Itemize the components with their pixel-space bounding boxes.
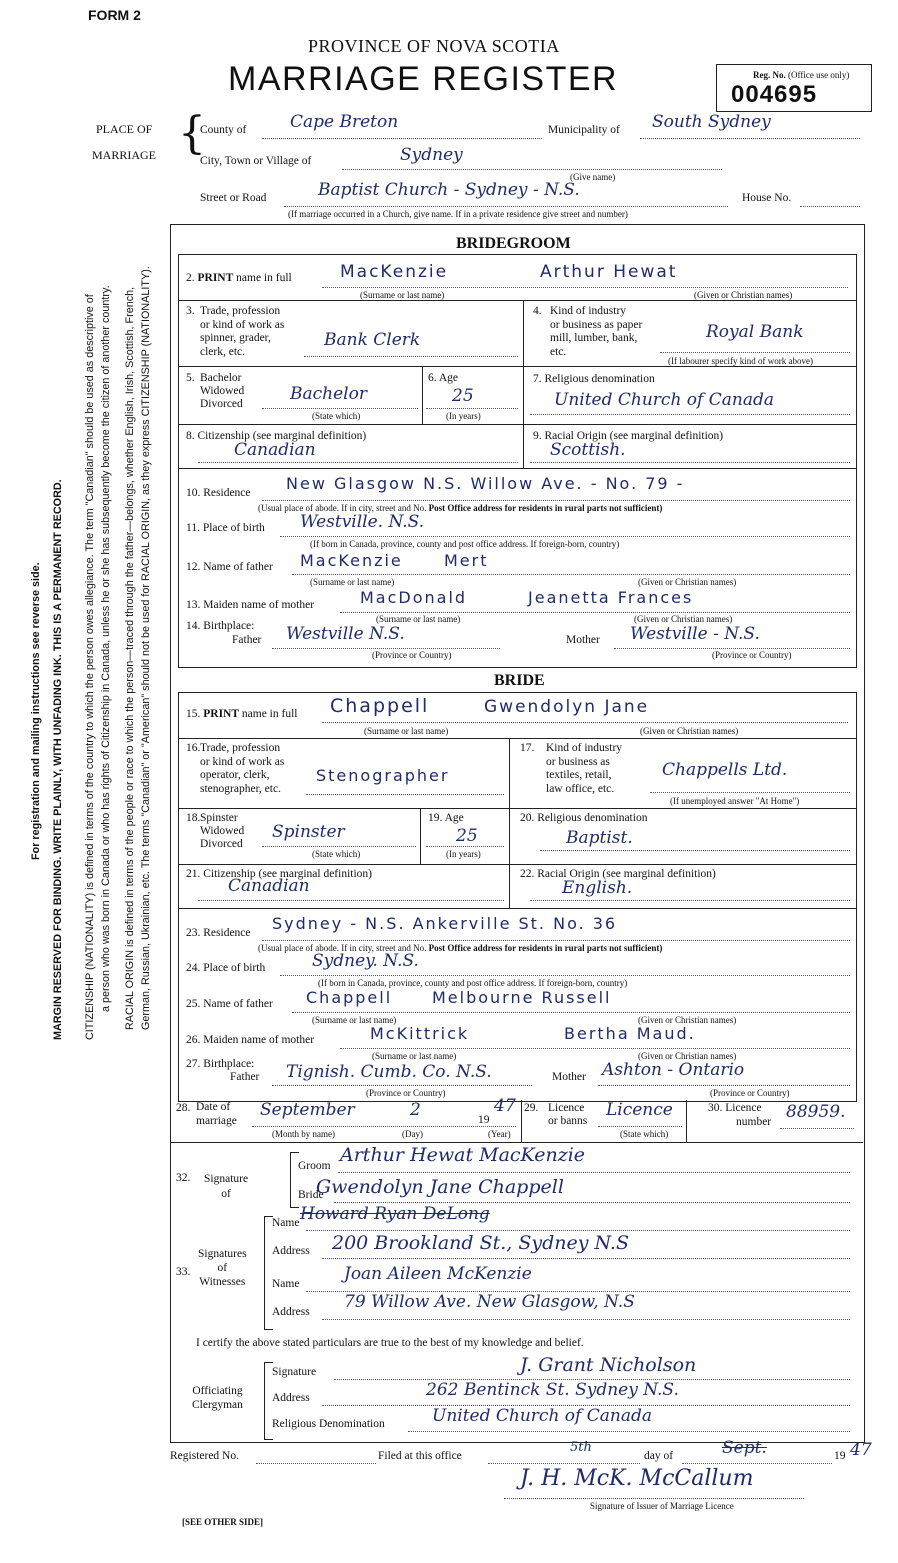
bride-age-caption: (In years) — [446, 849, 481, 859]
groom-residence-caption: (Usual place of abode. If in city, street and No. — [258, 503, 427, 513]
w1-name: Howard Ryan DeLong — [300, 1204, 490, 1224]
bride-father-given: Melbourne Russell — [432, 988, 612, 1007]
groom-racial: Scottish. — [550, 440, 626, 460]
form-number: FORM 2 — [88, 7, 141, 23]
bride-bp-father-label: Father — [230, 1071, 260, 1083]
margin-line-4: a person who was born in Canada or who has rights of Citizenship in Canada, unless he or she has subsequently become the citizen of another country. — [100, 285, 112, 1012]
groom-father-birthplace: Westville N.S. — [286, 624, 405, 644]
groom-signature: Arthur Hewat MacKenzie — [340, 1144, 586, 1166]
groom-citizenship-label: Citizenship (see marginal definition) — [197, 430, 367, 442]
w1-address-label: Address — [272, 1245, 310, 1257]
bride-signature: Gwendolyn Jane Chappell — [316, 1176, 564, 1198]
licence-label-1: Licence — [548, 1102, 585, 1114]
marriage-month: September — [260, 1100, 355, 1120]
bride-given-caption: (Given or Christian names) — [640, 726, 739, 736]
groom-trade-label-4: clerk, etc. — [200, 345, 246, 358]
marriage-day-caption: (Day) — [402, 1129, 423, 1139]
bride-item-17: 17. — [520, 742, 535, 754]
groom-trade: Bank Clerk — [324, 330, 421, 350]
licence-type: Licence — [606, 1100, 673, 1120]
groom-status-label-1: Bachelor — [200, 372, 242, 384]
bride-trade-label-1: Trade, profession — [200, 742, 281, 754]
bride-industry-label-4: law office, etc. — [546, 782, 615, 795]
bride-heading: BRIDE — [494, 672, 545, 689]
bride-mother-label: Maiden name of mother — [203, 1034, 315, 1046]
bride-status: Spinster — [272, 822, 345, 842]
certify-text: I certify the above stated particulars are true to the best of my knowledge and belief. — [196, 1337, 584, 1349]
groom-mother-surname-caption: (Surname or last name) — [376, 614, 461, 624]
groom-mother-bp-caption: (Province or Country) — [712, 650, 792, 660]
bride-status-label-2: Widowed — [200, 825, 245, 837]
bridegroom-heading: BRIDEGROOM — [456, 235, 571, 252]
give-name-caption: (Give name) — [570, 172, 616, 182]
groom-trade-label-3: spinner, grader, — [200, 332, 271, 344]
municipality-label: Municipality of — [548, 124, 620, 136]
bride-name-label: name in full — [241, 708, 298, 720]
bride-father-surname: Chappell — [306, 988, 393, 1007]
place-brace: { — [178, 108, 206, 159]
bride-trade: Stenographer — [316, 766, 450, 785]
bride-father-bp-caption: (Province or Country) — [366, 1088, 446, 1098]
margin-line-5: RACIAL ORIGIN is defined in terms of the people or race to which the person—traced through the father—belongs, whether English, Irish, Scottish, French, — [124, 286, 136, 1030]
groom-father-given: Mert — [444, 551, 489, 570]
licence-number-label-1: Licence — [725, 1102, 762, 1114]
groom-status-label-2: Widowed — [200, 385, 245, 397]
groom-industry: Royal Bank — [706, 322, 804, 342]
groom-item-9: 9. — [533, 430, 542, 442]
bride-status-label-3: Divorced — [200, 838, 243, 850]
groom-industry-caption: (If labourer specify kind of work above) — [668, 356, 813, 366]
place-note: (If marriage occurred in a Church, give name. If in a private residence give street and number) — [288, 209, 628, 219]
bride-given: Gwendolyn Jane — [484, 697, 650, 717]
bride-item-22: 22. — [520, 868, 535, 880]
bride-print-label: PRINT — [203, 708, 240, 720]
bride-father-surname-caption: (Surname or last name) — [312, 1015, 397, 1025]
margin-line-1: For registration and mailing instructions see reverse side. — [30, 562, 42, 860]
place-label-2: MARRIAGE — [92, 148, 157, 162]
groom-item-5: 5. — [186, 372, 195, 384]
marriage-date-label-2: marriage — [196, 1115, 237, 1127]
registered-label: Registered No. — [170, 1450, 239, 1462]
margin-line-2: MARGIN RESERVED FOR BINDING. WRITE PLAINLY, WITH UNFADING INK. THIS IS A PERMANENT RECORD. — [52, 479, 64, 1040]
bride-racial: English. — [562, 878, 633, 898]
wit-label-3: Witnesses — [199, 1276, 246, 1288]
clergy-signature: J. Grant Nicholson — [520, 1354, 697, 1376]
day-of-label: day of — [644, 1450, 674, 1462]
groom-racial-label: Racial Origin (see marginal definition) — [544, 430, 724, 442]
reg-number: 004695 — [731, 81, 818, 108]
marriage-item-30: 30. — [708, 1102, 723, 1114]
groom-industry-label-3: mill, lumber, bank, — [550, 332, 638, 344]
issuer-signature: J. H. McK. McCallum — [520, 1466, 754, 1491]
bride-bp-mother-label: Mother — [552, 1071, 586, 1083]
marriage-item-29: 29. — [524, 1102, 539, 1114]
margin-line-6: German, Russian, Ukrainian, etc. The terms "Canadian" or "American" should not be used for RACIAL ORIGIN, as they express CITIZENSHIP (NATIONALITY). — [140, 266, 152, 1030]
bride-item-24: 24. — [186, 962, 201, 974]
groom-citizenship: Canadian — [234, 440, 316, 460]
groom-sig-label: Groom — [298, 1160, 331, 1172]
groom-status-label-3: Divorced — [200, 398, 243, 410]
bride-religion-label: Religious denomination — [537, 812, 648, 824]
city-value: Sydney — [400, 145, 463, 165]
groom-father-bp-caption: (Province or Country) — [372, 650, 452, 660]
bride-industry-label-3: textiles, retail, — [546, 769, 612, 781]
sig-label-1: Signature — [204, 1173, 249, 1185]
groom-item-10: 10. — [186, 487, 201, 499]
groom-given: Arthur Hewat — [540, 262, 678, 282]
bride-status-label-1: Spinster — [200, 812, 238, 824]
groom-item-14: 14. — [186, 620, 201, 632]
licence-number-label-2: number — [736, 1116, 772, 1128]
groom-item-11: 11. — [186, 522, 200, 534]
office-use-label: (Office use only) — [788, 70, 850, 80]
bride-religion: Baptist. — [566, 828, 633, 848]
county-value: Cape Breton — [290, 112, 399, 132]
bride-item-20: 20. — [520, 812, 535, 824]
bride-trade-label-2: or kind of work as — [200, 755, 285, 768]
bride-trade-label-4: stenographer, etc. — [200, 782, 281, 795]
marriage-date-label-1: Date of — [196, 1101, 231, 1113]
bride-item-15: 15. — [186, 708, 201, 720]
groom-age-label: Age — [438, 372, 459, 384]
bride-item-27: 27. — [186, 1058, 201, 1070]
bride-mother-birthplace: Ashton - Ontario — [602, 1060, 745, 1080]
groom-birthplace-label: Birthplace: — [203, 620, 255, 632]
groom-birth-label: Place of birth — [202, 522, 265, 534]
groom-birth: Westville. N.S. — [300, 512, 425, 532]
groom-item-7: 7. — [533, 373, 542, 385]
groom-residence-caption-b: Post Office address for residents in rural parts not sufficient) — [428, 503, 663, 513]
wit-item-33: 33. — [176, 1266, 191, 1278]
clergy-address: 262 Bentinck St. Sydney N.S. — [426, 1380, 679, 1400]
groom-age-caption: (In years) — [446, 411, 481, 421]
groom-given-caption: (Given or Christian names) — [694, 290, 793, 300]
bride-birth-caption: (If born in Canada, province, county and post office address. If foreign-born, country) — [318, 978, 628, 988]
bride-residence-caption: (Usual place of abode. If in city, street and No. — [258, 943, 427, 953]
groom-trade-label-1: Trade, profession — [200, 305, 281, 317]
groom-surname: MacKenzie — [340, 262, 449, 282]
licence-number: 88959. — [786, 1102, 846, 1122]
street-label: Street or Road — [200, 192, 267, 204]
bride-birthplace-label: Birthplace: — [203, 1058, 255, 1070]
bride-racial-label: Racial Origin (see marginal definition) — [537, 868, 716, 880]
bride-birth-label: Place of birth — [203, 962, 266, 974]
groom-item-13: 13. — [186, 599, 201, 611]
marriage-year: 47 — [494, 1096, 516, 1116]
bride-item-16: 16. — [186, 742, 201, 754]
bride-citizenship-label: Citizenship (see marginal definition) — [203, 868, 372, 880]
groom-age: 25 — [452, 386, 474, 406]
groom-name-label: name in full — [236, 272, 292, 284]
bride-father-birthplace: Tignish. Cumb. Co. N.S. — [286, 1062, 492, 1082]
groom-religion-label: Religious denomination — [544, 373, 655, 385]
bride-residence: Sydney - N.S. Ankerville St. No. 36 — [272, 914, 618, 933]
licence-label-2: or banns — [548, 1115, 588, 1127]
wit-label-2: of — [217, 1262, 228, 1274]
groom-mother-birthplace: Westville - N.S. — [630, 624, 760, 644]
margin-line-3: CITIZENSHIP (NATIONALITY) is defined in terms of the country to which the person owes allegiance. The term "Canadian" should be used as descriptive of — [84, 294, 96, 1040]
city-label: City, Town or Village of — [200, 155, 312, 167]
county-label: County of — [200, 124, 247, 136]
bride-industry: Chappells Ltd. — [662, 760, 788, 780]
bride-trade-label-3: operator, clerk, — [200, 769, 270, 781]
filed-year-prefix: 19 — [834, 1450, 846, 1462]
groom-bp-father-label: Father — [232, 634, 262, 646]
issuer-caption: Signature of Issuer of Marriage Licence — [590, 1501, 734, 1511]
bride-age: 25 — [456, 826, 478, 846]
bride-residence-caption-b: Post Office address for residents in rural parts not sufficient) — [428, 943, 663, 953]
groom-residence-label: Residence — [203, 487, 251, 499]
marriage-year-prefix: 19 — [478, 1114, 490, 1126]
reg-label: Reg. No. — [753, 70, 786, 80]
bride-father-label: Name of father — [203, 998, 273, 1010]
bride-age-label: Age — [444, 812, 464, 824]
w1-name-label: Name — [272, 1217, 300, 1229]
clergy-label-2: Clergyman — [192, 1399, 243, 1411]
groom-father-surname-caption: (Surname or last name) — [310, 577, 395, 587]
marriage-month-caption: (Month by name) — [272, 1129, 335, 1139]
groom-residence: New Glasgow N.S. Willow Ave. - No. 79 - — [286, 474, 685, 493]
clergy-denomination: United Church of Canada — [432, 1406, 652, 1426]
groom-father-given-caption: (Given or Christian names) — [638, 577, 737, 587]
bride-industry-label-2: or business as — [546, 755, 610, 768]
see-other-side: [SEE OTHER SIDE] — [182, 1517, 264, 1527]
groom-religion: United Church of Canada — [554, 390, 774, 410]
bride-industry-label-1: Kind of industry — [546, 742, 623, 754]
w2-address: 79 Willow Ave. New Glasgow, N.S — [344, 1292, 635, 1312]
groom-bp-mother-label: Mother — [566, 634, 600, 646]
bride-residence-label: Residence — [203, 927, 251, 939]
w2-name-label: Name — [272, 1278, 300, 1290]
bride-mother-surname: McKittrick — [370, 1024, 470, 1043]
bride-sig-label: Bride — [298, 1189, 324, 1201]
clergy-sig-label: Signature — [272, 1366, 317, 1378]
reg-number-box — [716, 64, 872, 112]
bride-citizenship: Canadian — [228, 876, 310, 896]
w2-name: Joan Aileen McKenzie — [344, 1264, 532, 1284]
street-value: Baptist Church - Sydney - N.S. — [318, 180, 580, 200]
groom-trade-label-2: or kind of work as — [200, 318, 285, 331]
w1-address: 200 Brookland St., Sydney N.S — [332, 1232, 629, 1254]
filed-label: Filed at this office — [378, 1450, 462, 1462]
groom-surname-caption: (Surname or last name) — [360, 290, 445, 300]
bride-birth: Sydney. N.S. — [312, 951, 419, 971]
municipality-value: South Sydney — [652, 112, 771, 132]
bride-item-23: 23. — [186, 927, 201, 939]
marriage-year-caption: (Year) — [488, 1129, 511, 1139]
marriage-day: 2 — [410, 1100, 421, 1120]
licence-type-caption: (State which) — [620, 1129, 669, 1139]
groom-status: Bachelor — [290, 384, 367, 404]
place-label-1: PLACE OF — [96, 122, 153, 136]
sig-label-2: of — [221, 1188, 231, 1200]
groom-mother-surname: MacDonald — [360, 588, 468, 607]
groom-birth-caption: (If born in Canada, province, county and post office address. If foreign-born, country) — [310, 539, 620, 549]
groom-father-surname: MacKenzie — [300, 551, 403, 570]
groom-father-label: Name of father — [203, 561, 273, 573]
groom-status-caption: (State which) — [312, 411, 361, 421]
wit-label-1: Signatures — [198, 1248, 247, 1260]
groom-item-2: 2. — [186, 272, 195, 284]
groom-mother-given-caption: (Given or Christian names) — [634, 614, 733, 624]
groom-industry-label-4: etc. — [550, 345, 567, 358]
groom-item-3: 3. — [186, 305, 195, 317]
filed-year: 47 — [850, 1440, 872, 1460]
groom-item-8: 8. — [186, 430, 195, 442]
bride-status-caption: (State which) — [312, 849, 361, 859]
house-label: House No. — [742, 192, 792, 204]
groom-print-label: PRINT — [197, 272, 234, 284]
groom-item-6: 6. — [428, 372, 437, 384]
bride-mother-bp-caption: (Province or Country) — [710, 1088, 790, 1098]
bride-mother-surname-caption: (Surname or last name) — [372, 1051, 457, 1061]
bride-item-26: 26. — [186, 1034, 201, 1046]
clergy-denom-label: Religious Denomination — [272, 1418, 385, 1430]
bride-item-18: 18. — [186, 812, 201, 824]
bride-item-21: 21. — [186, 868, 201, 880]
bride-item-19: 19. — [428, 812, 443, 824]
filed-month: Sept. — [722, 1438, 767, 1458]
sig-item-32: 32. — [176, 1172, 191, 1184]
groom-item-12: 12. — [186, 561, 201, 573]
clergy-address-label: Address — [272, 1392, 310, 1404]
bride-mother-given-caption: (Given or Christian names) — [638, 1051, 737, 1061]
groom-industry-label-2: or business as paper — [550, 318, 643, 331]
province-heading: PROVINCE OF NOVA SCOTIA — [308, 36, 560, 56]
filed-day: 5th — [570, 1440, 592, 1455]
clergy-label-1: Officiating — [192, 1385, 243, 1397]
bride-item-25: 25. — [186, 998, 201, 1010]
marriage-item-28: 28. — [176, 1102, 191, 1114]
w2-address-label: Address — [272, 1306, 310, 1318]
groom-item-4: 4. — [533, 305, 542, 317]
bride-industry-caption: (If unemployed answer "At Home") — [670, 796, 800, 806]
groom-industry-label-1: Kind of industry — [550, 305, 627, 317]
bride-surname: Chappell — [330, 695, 430, 717]
groom-mother-given: Jeanetta Frances — [528, 588, 694, 607]
bride-mother-given: Bertha Maud. — [564, 1024, 696, 1043]
page-title: MARRIAGE REGISTER — [228, 60, 619, 98]
bride-surname-caption: (Surname or last name) — [364, 726, 449, 736]
groom-mother-label: Maiden name of mother — [203, 599, 315, 611]
bride-father-given-caption: (Given or Christian names) — [638, 1015, 737, 1025]
